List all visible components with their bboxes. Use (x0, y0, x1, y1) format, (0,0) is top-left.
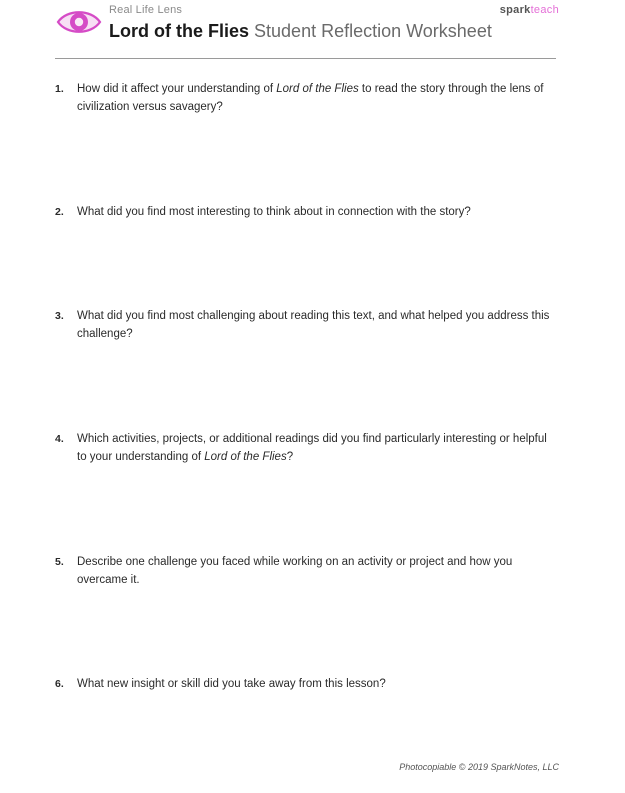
eye-icon (55, 4, 103, 40)
question-text: Describe one challenge you faced while working on an activity or project and how you overcame it. (77, 556, 513, 586)
book-title: Lord of the Flies (109, 21, 250, 41)
question-6 (55, 675, 555, 693)
question-2 (55, 203, 555, 221)
question-number: 5. (55, 556, 64, 568)
question-text: How did it affect your understanding of Lord of the Flies to read the story through the lens of civilization versus savagery? (77, 83, 544, 113)
brand-name-bold: spark (499, 4, 531, 16)
question-text: What new insight or skill did you take away from this lesson? (77, 678, 386, 690)
worksheet-title: Student Reflection Worksheet (254, 21, 492, 41)
header-divider (55, 58, 556, 59)
brand-logo (500, 4, 559, 16)
copyright-footer: Photocopiable © 2019 SparkNotes, LLC (399, 762, 559, 772)
question-number: 6. (55, 678, 64, 690)
question-number: 2. (55, 206, 64, 218)
question-number: 4. (55, 433, 64, 445)
question-text: Which activities, projects, or additional readings did you find particularly interesting or helpful to your understanding of Lord of the Flies? (77, 433, 547, 463)
question-4 (55, 430, 555, 466)
page-title (109, 21, 492, 42)
series-label: Real Life Lens (109, 4, 183, 16)
question-1 (55, 80, 555, 116)
brand-name-light: teach (530, 4, 559, 16)
question-text: What did you find most challenging about reading this text, and what helped you address this challenge? (77, 310, 550, 340)
question-number: 3. (55, 310, 64, 322)
question-5 (55, 553, 555, 589)
question-text: What did you find most interesting to think about in connection with the story? (77, 206, 471, 218)
question-3 (55, 307, 555, 343)
question-number: 1. (55, 83, 64, 95)
